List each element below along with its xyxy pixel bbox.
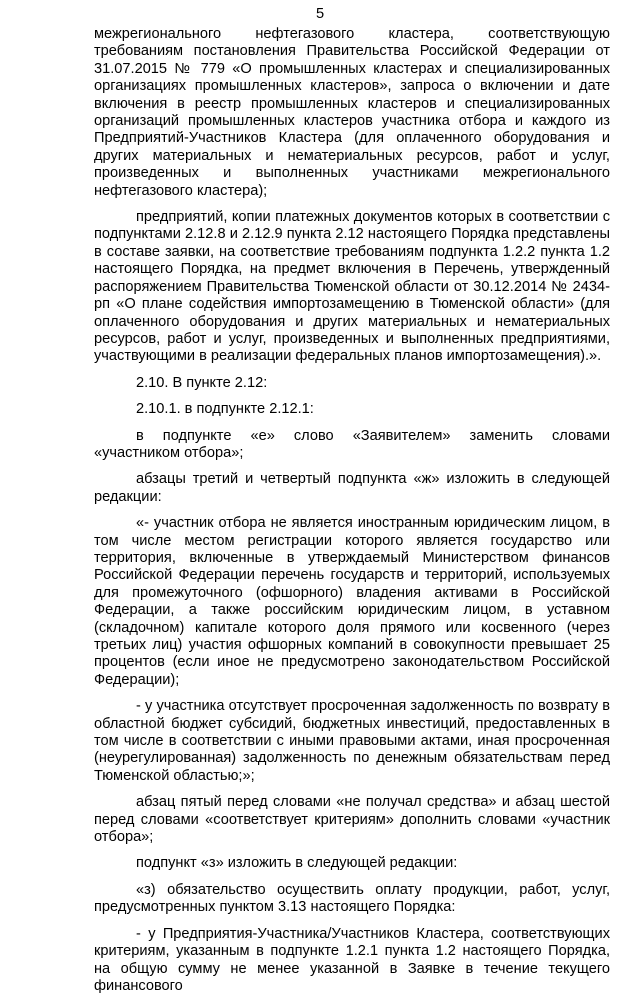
paragraph-11: «з) обязательство осуществить оплату продукции, работ, услуг, предусмотренных пунктом 3.13 настоящего Порядка: (94, 881, 610, 916)
paragraph-4: 2.10.1. в подпункте 2.12.1: (136, 401, 314, 418)
paragraph-8: - у участника отсутствует просроченная задолженность по возврату в областной бюджет субсидий, бюджетных инвестиций, предоставленных в том числе в соответствии с иными правовыми актами, иная просроченная (неурегулированная) задолженность по денежным обязательствам перед Тюменской областью;»; (94, 698, 610, 784)
paragraph-9: абзац пятый перед словами «не получал средства» и абзац шестой перед словами «соответствует критериям» дополнить словами «участник отбора»; (94, 794, 610, 846)
paragraph-3: 2.10. В пункте 2.12: (136, 374, 268, 391)
paragraph-7: «- участник отбора не является иностранным юридическим лицом, в том числе местом регистрации которого является государство или территория, включенные в утверждаемый Министерством финансов Российской Федерации перечень государств и территорий, используемых для промежуточного (офшорного) владения активами в Российской Федерации, а также российским юридическим лицом, в уставном (складочном) капитале которого доля прямого или косвенного (через третьих лиц) участия офшорных компаний в совокупности превышает 25 процентов (если иное не предусмотрено законодательством Российской Федерации); (94, 515, 610, 688)
paragraph-6: абзацы третий и четвертый подпункта «ж» изложить в следующей редакции: (94, 471, 610, 505)
paragraph-10: подпункт «з» изложить в следующей редакции: (136, 855, 458, 872)
paragraph-1: межрегионального нефтегазового кластера, соответствующую требованиям постановления Правительства Российской Федерации от 31.07.2015 № 779 «О промышленных кластерах и специализированных организациях промышленных кластеров», запроса о включении и дате включения в реестр промышленных кластеров и специализированных организаций промышленных кластеров участника отбора и каждого из Предприятий-Участников Кластера (для оплаченного оборудования и других материальных и нематериальных ресурсов, работ и услуг, произведенных и выполненных участниками межрегионального нефтегазового кластера); (94, 26, 610, 199)
paragraph-5: в подпункте «е» слово «Заявителем» заменить словами «участником отбора»; (94, 427, 610, 461)
paragraph-2: предприятий, копии платежных документов которых в соответствии с подпунктами 2.12.8 и 2.12.9 пункта 2.12 настоящего Порядка представлены в составе заявки, на соответствие требованиям подпункта 1.2.2 пункта 1.2 настоящего Порядка, на предмет включения в Перечень, утвержденный распоряжением Правительства Тюменской области от 30.12.2014 № 2434-рп «О плане содействия импортозамещению в Тюменской области» (для оплаченного оборудования и других материальных и нематериальных ресурсов, работ и услуг, произведенных и выполненных предприятиями, участвующими в реализации федеральных планов импортозамещения).». (94, 209, 610, 365)
page-number: 5 (315, 6, 325, 22)
document-body (94, 26, 610, 1004)
paragraph-12: - у Предприятия-Участника/Участников Кластера, соответствующих критериям, указанным в подпункте 1.2.1 пункта 1.2 настоящего Порядка, на общую сумму не менее указанной в Заявке в течение текущего финансового (94, 925, 610, 994)
